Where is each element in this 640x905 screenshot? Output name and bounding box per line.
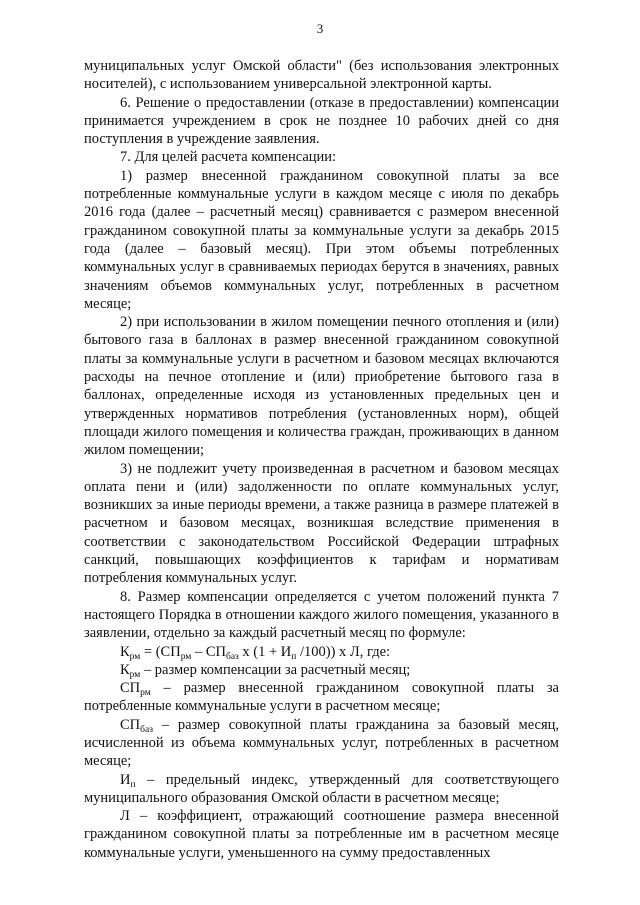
paragraph-item-8: 8. Размер компенсации определяется с учетом положений пункта 7 настоящего Порядка в отношении каждого жилого помещения, указанного в заявлении, отдельно за каждый расчетный месяц по формуле:: [84, 588, 559, 642]
definition-symbol: Л: [120, 808, 130, 825]
definition-sp-rm: [84, 679, 559, 716]
formula-k: К: [120, 643, 130, 660]
definition-subscript: рм: [129, 669, 141, 680]
paragraph-continuation: муниципальных услуг Омской области" (без использования электронных носителей), с использованием универсальной электронной карты.: [84, 58, 559, 93]
definition-l: [84, 807, 559, 862]
formula-sp1-sub: рм: [180, 651, 192, 662]
formula-i-sub: п: [291, 651, 297, 662]
document-body: [84, 57, 559, 862]
definition-sp-baz: [84, 716, 559, 771]
definition-symbol: СП: [120, 680, 141, 697]
page-number: 3: [316, 21, 324, 36]
definition-text: – размер внесенной гражданином совокупной платы за потребленные коммунальные услуги в расчетном месяце;: [84, 680, 559, 715]
definition-k-rm: [84, 661, 559, 679]
definition-text: – предельный индекс, утвержденный для соответствующего муниципального образования Омской области в расчетном месяце;: [84, 771, 559, 806]
formula-k-sub: рм: [129, 651, 141, 662]
compensation-formula: [84, 643, 559, 661]
formula-sp2-sub: баз: [225, 651, 239, 662]
paragraph-item-7-3: 3) не подлежит учету произведенная в расчетном и базовом месяцах оплата пени и (или) задолженности по оплате коммунальных услуг, возникших за иные периоды времени, а также разница в размере платежей в расчетном и базовом месяцах, возникшая вследствие применения в соответствии с законодательством Российской Федерации штрафных санкций, повышающих коэффициентов к тарифам и нормативам потребления коммунальных услуг.: [84, 460, 559, 587]
definition-text: – коэффициент, отражающий соотношение размера внесенной гражданином совокупной платы за потребленные им в расчетном месяце коммунальные услуги, уменьшенного на сумму предоставленных: [84, 808, 559, 861]
formula-minus: – СП: [191, 643, 226, 660]
paragraph-item-7-2: 2) при использовании в жилом помещении печного отопления и (или) бытового газа в баллонах в размер внесенной гражданином совокупной платы за коммунальные услуги в расчетном и базовом месяцах включаются расходы на печное отопление и (или) приобретение бытового газа в баллонах, определенные исходя из установленных предельных цен и утвержденных нормативов потребления (установленных норм), общей площади жилого помещения и количества граждан, проживающих в данном жилом помещении;: [84, 314, 559, 459]
paragraph-item-7: 7. Для целей расчета компенсации:: [120, 149, 337, 166]
definition-subscript: рм: [140, 688, 151, 699]
definition-symbol: И: [120, 771, 131, 788]
definition-text: – размер совокупной платы гражданина за базовый месяц, исчисленной из объема коммунальных услуг, потребленных в расчетном месяце;: [84, 716, 559, 770]
definition-i-p: [84, 771, 559, 808]
formula-eq-open: = (СП: [140, 643, 181, 660]
definition-subscript: баз: [140, 724, 153, 735]
definition-symbol: СП: [120, 716, 141, 733]
definition-subscript: п: [130, 779, 136, 790]
paragraph-item-6: 6. Решение о предоставлении (отказе в предоставлении) компенсации принимается учреждением в срок не позднее 10 рабочих дней со дня поступления в учреждение заявления.: [84, 94, 559, 148]
definition-text: – размер компенсации за расчетный месяц;: [140, 661, 411, 678]
formula-mult: х (1 + И: [238, 643, 292, 660]
definition-symbol: К: [120, 661, 130, 678]
paragraph-item-7-1: 1) размер внесенной гражданином совокупной платы за все потребленные коммунальные услуги в каждом месяце с июля по декабрь 2016 года (далее – расчетный месяц) сравнивается с размером внесенной гражданином совокупной платы за коммунальные услуги за декабрь 2015 года (далее – базовый месяц). При этом объемы потребленных коммунальных услуг в сравниваемых периодах берутся в значениях, равных значениям объемов коммунальных услуг, потребленных в расчетном месяце;: [84, 167, 559, 312]
formula-tail: /100)) х Л, где:: [296, 643, 391, 660]
